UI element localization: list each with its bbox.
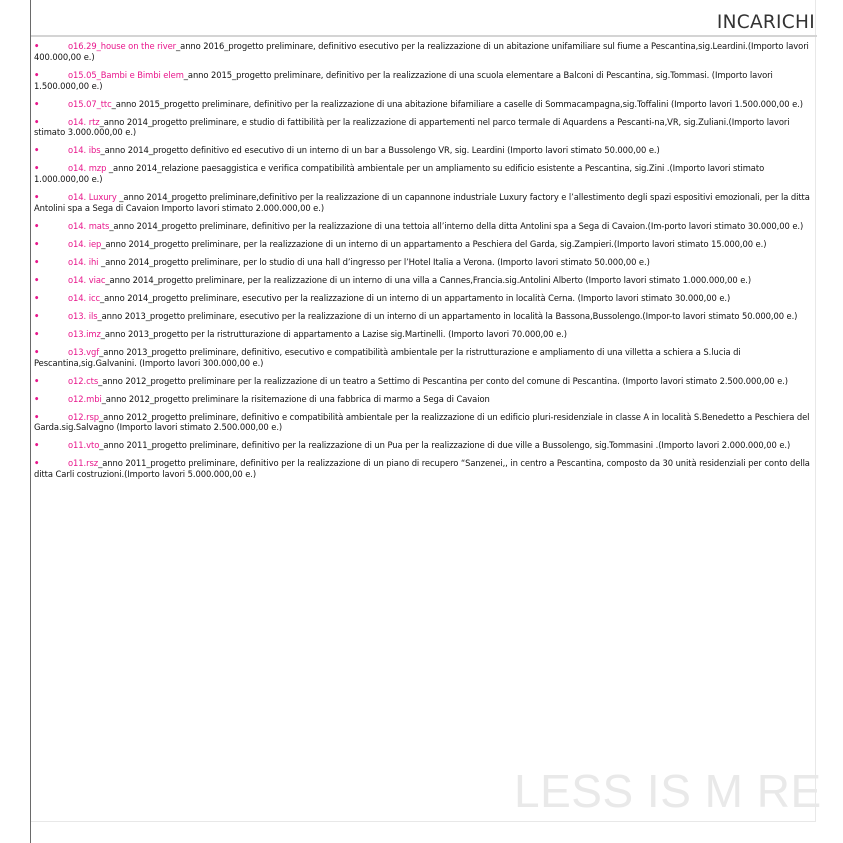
- project-description: _anno 2016_progetto preliminare, definitivo esecutivo per la realizzazione di un abitazione unifamiliare sul fiume a Pescantina,sig.Leardini.(Importo lavori 400.000,00 e.): [34, 41, 809, 62]
- project-description: _anno 2014_progetto preliminare, per la realizzazione di un interno di un appartamento a Peschiera del Garda, sig.Zampieri.(Importo lavori stimato 15.000,00 e.): [101, 238, 767, 249]
- bullet-icon: •: [34, 375, 40, 386]
- project-code: o12.mbi: [68, 393, 102, 404]
- list-item: [34, 117, 810, 139]
- project-code: o14. iep: [68, 238, 102, 249]
- project-code: o12.rsp: [68, 411, 100, 422]
- project-description: _anno 2014_progetto definitivo ed esecutivo di un interno di un bar a Bussolengo VR, sig. Leardini (Importo lavori stimato 50.000,00 e.): [100, 145, 660, 156]
- project-description: _anno 2012_progetto preliminare per la realizzazione di un teatro a Settimo di Pescantina per conto del comune di Pescantina. (Importo lavori stimato 2.500.000,00 e.): [98, 375, 788, 386]
- project-description: _anno 2014_progetto preliminare, per lo studio di una hall d’ingresso per l’Hotel Italia a Verona. (Importo lavori stimato 50.000,00 e.): [98, 256, 650, 267]
- project-description: _anno 2012_progetto preliminare, definitivo e compatibilità ambientale per la realizzazione di un edificio pluri-residenziale in classe A in località S.Benedetto a Peschiera del Garda.sig.Salvagno (Importo lavori stimato 2.500.000,00 e.): [34, 411, 810, 433]
- project-code: o14. icc: [68, 292, 101, 303]
- project-code: o14. rtz: [68, 116, 100, 127]
- bullet-icon: •: [34, 256, 40, 267]
- list-item: [34, 163, 810, 185]
- project-code: o13.vgf: [68, 346, 100, 357]
- list-item: [34, 70, 810, 92]
- project-code: o14. mzp: [68, 163, 107, 174]
- page-title: INCARICHI: [716, 12, 815, 33]
- project-description: _anno 2015_progetto preliminare, definitivo per la realizzazione di una abitazione bifamiliare a caselle di Sommacampagna,sig.Toffalini (Importo lavori 1.500.000,00 e.): [111, 98, 803, 109]
- project-code: o14. viac: [68, 274, 106, 285]
- bullet-icon: •: [34, 116, 40, 127]
- bullet-icon: •: [34, 411, 40, 422]
- list-item: [34, 458, 810, 480]
- list-item: [34, 347, 810, 369]
- project-code: o14. ibs: [68, 145, 101, 156]
- project-description: _anno 2013_progetto per la ristrutturazione di appartamento a Lazise sig.Martinelli. (Importo lavori 70.000,00 e.): [100, 328, 567, 339]
- project-description: _anno 2011_progetto preliminare, definitivo per la realizzazione di un piano di recupero “Sanzenei,, in centro a Pescantina, composto da 30 unità residenziali per conto della ditta Carli costruzioni.(Importo lavori 5.000.000,00 e.): [34, 458, 810, 480]
- list-item: [34, 440, 810, 451]
- project-code: o14. ihi: [68, 256, 99, 267]
- bullet-icon: •: [34, 69, 40, 80]
- bullet-icon: •: [34, 310, 40, 321]
- project-description: _anno 2014_progetto preliminare, esecutivo per la realizzazione di un interno di un appartamento in località Cerna. (Importo lavori stimato 30.000,00 e.): [100, 292, 731, 303]
- list-item: [34, 275, 810, 286]
- list-item: [34, 376, 810, 387]
- project-description: _anno 2011_progetto preliminare, definitivo per la realizzazione di un Pua per la realizzazione di due ville a Bussolengo, sig.Tommasini .(Importo lavori 2.000.000,00 e.): [99, 440, 791, 451]
- bullet-icon: •: [34, 145, 40, 156]
- bullet-icon: •: [34, 393, 40, 404]
- title-divider: [31, 35, 817, 37]
- project-description: _anno 2014_progetto preliminare,definitivo per la realizzazione di un capannone industriale Luxury factory e l’allestimento degli spazi espositivi emozionali, per la ditta Antolini spa a Sega di Cavaion Importo lavori stimato 2.000.000,00 e.): [34, 192, 810, 213]
- list-item: [34, 41, 810, 63]
- list-item: [34, 257, 810, 268]
- list-item: [34, 145, 810, 156]
- bullet-icon: •: [34, 440, 40, 451]
- project-code: o15.07_ttc: [68, 98, 112, 109]
- list-item: [34, 293, 810, 304]
- bullet-icon: •: [34, 238, 40, 249]
- list-item: [34, 394, 810, 405]
- bullet-icon: •: [34, 220, 40, 231]
- project-code: o15.05_Bambi e Bimbi elem: [68, 69, 184, 80]
- project-code: o11.vto: [68, 440, 100, 451]
- project-description: _anno 2014_progetto preliminare, e studio di fattibilità per la realizzazione di appartementi nel parco termale di Aquardens a Pescanti-na,VR, sig.Zuliani.(Importo lavori stimato 3.000.000,00 e.): [34, 116, 790, 138]
- bullet-icon: •: [34, 346, 40, 357]
- commission-list: [34, 41, 810, 487]
- project-description: _anno 2012_progetto preliminare la risitemazione di una fabbrica di marmo a Sega di Cavaion: [101, 393, 490, 404]
- list-item: [34, 412, 810, 434]
- project-description: _anno 2013_progetto preliminare, esecutivo per la realizzazione di un interno di un appartamento in località la Bassona,Bussolengo.(Impor-to lavori stimato 50.000,00 e.): [97, 310, 798, 321]
- list-item: [34, 311, 810, 322]
- project-code: o12.cts: [68, 375, 99, 386]
- bullet-icon: •: [34, 41, 40, 51]
- motto-watermark: LESS IS M RE: [514, 765, 822, 817]
- project-code: o14. mats: [68, 220, 110, 231]
- bullet-icon: •: [34, 163, 40, 174]
- project-description: _anno 2015_progetto preliminare, definitivo per la realizzazione di una scuola elementare a Balconi di Pescantina, sig.Tommasi. (Importo lavori 1.500.000,00 e.): [34, 69, 773, 91]
- project-description: _anno 2013_progetto preliminare, definitivo, esecutivo e compatibilità ambientale per la ristrutturazione e ampliamento di una villetta a schiera a S.lucia di Pescantina,sig.Galvanini. (Importo lavori 300.000,00 e.): [34, 346, 741, 368]
- project-code: o13. ils: [68, 310, 98, 321]
- list-item: [34, 329, 810, 340]
- list-item: [34, 221, 810, 232]
- project-code: o14. Luxury: [68, 192, 117, 203]
- project-description: _anno 2014_progetto preliminare, definitivo per la realizzazione di una tettoia all’interno della ditta Antolini spa a Sega di Cavaion.(Im-porto lavori stimato 30.000,00 e.): [109, 220, 804, 231]
- project-code: o13.imz: [68, 328, 101, 339]
- list-item: [34, 99, 810, 110]
- list-item: [34, 192, 810, 214]
- bullet-icon: •: [34, 98, 40, 109]
- list-item: [34, 239, 810, 250]
- project-description: _anno 2014_progetto preliminare, per la realizzazione di un interno di una villa a Cannes,Francia.sig.Antolini Alberto (Importo lavori stimato 1.000.000,00 e.): [105, 274, 752, 285]
- bullet-icon: •: [34, 274, 40, 285]
- bullet-icon: •: [34, 192, 40, 203]
- bullet-icon: •: [34, 458, 40, 469]
- bullet-icon: •: [34, 292, 40, 303]
- project-code: o16.29_house on the river: [68, 41, 177, 51]
- bullet-icon: •: [34, 328, 40, 339]
- project-description: _anno 2014_relazione paesaggistica e verifica compatibilità ambientale per un ampliamento su edificio esistente a Pescantina, sig.Zini .(Importo lavori stimato 1.000.000,00 e.): [34, 163, 765, 185]
- project-code: o11.rsz: [68, 458, 99, 469]
